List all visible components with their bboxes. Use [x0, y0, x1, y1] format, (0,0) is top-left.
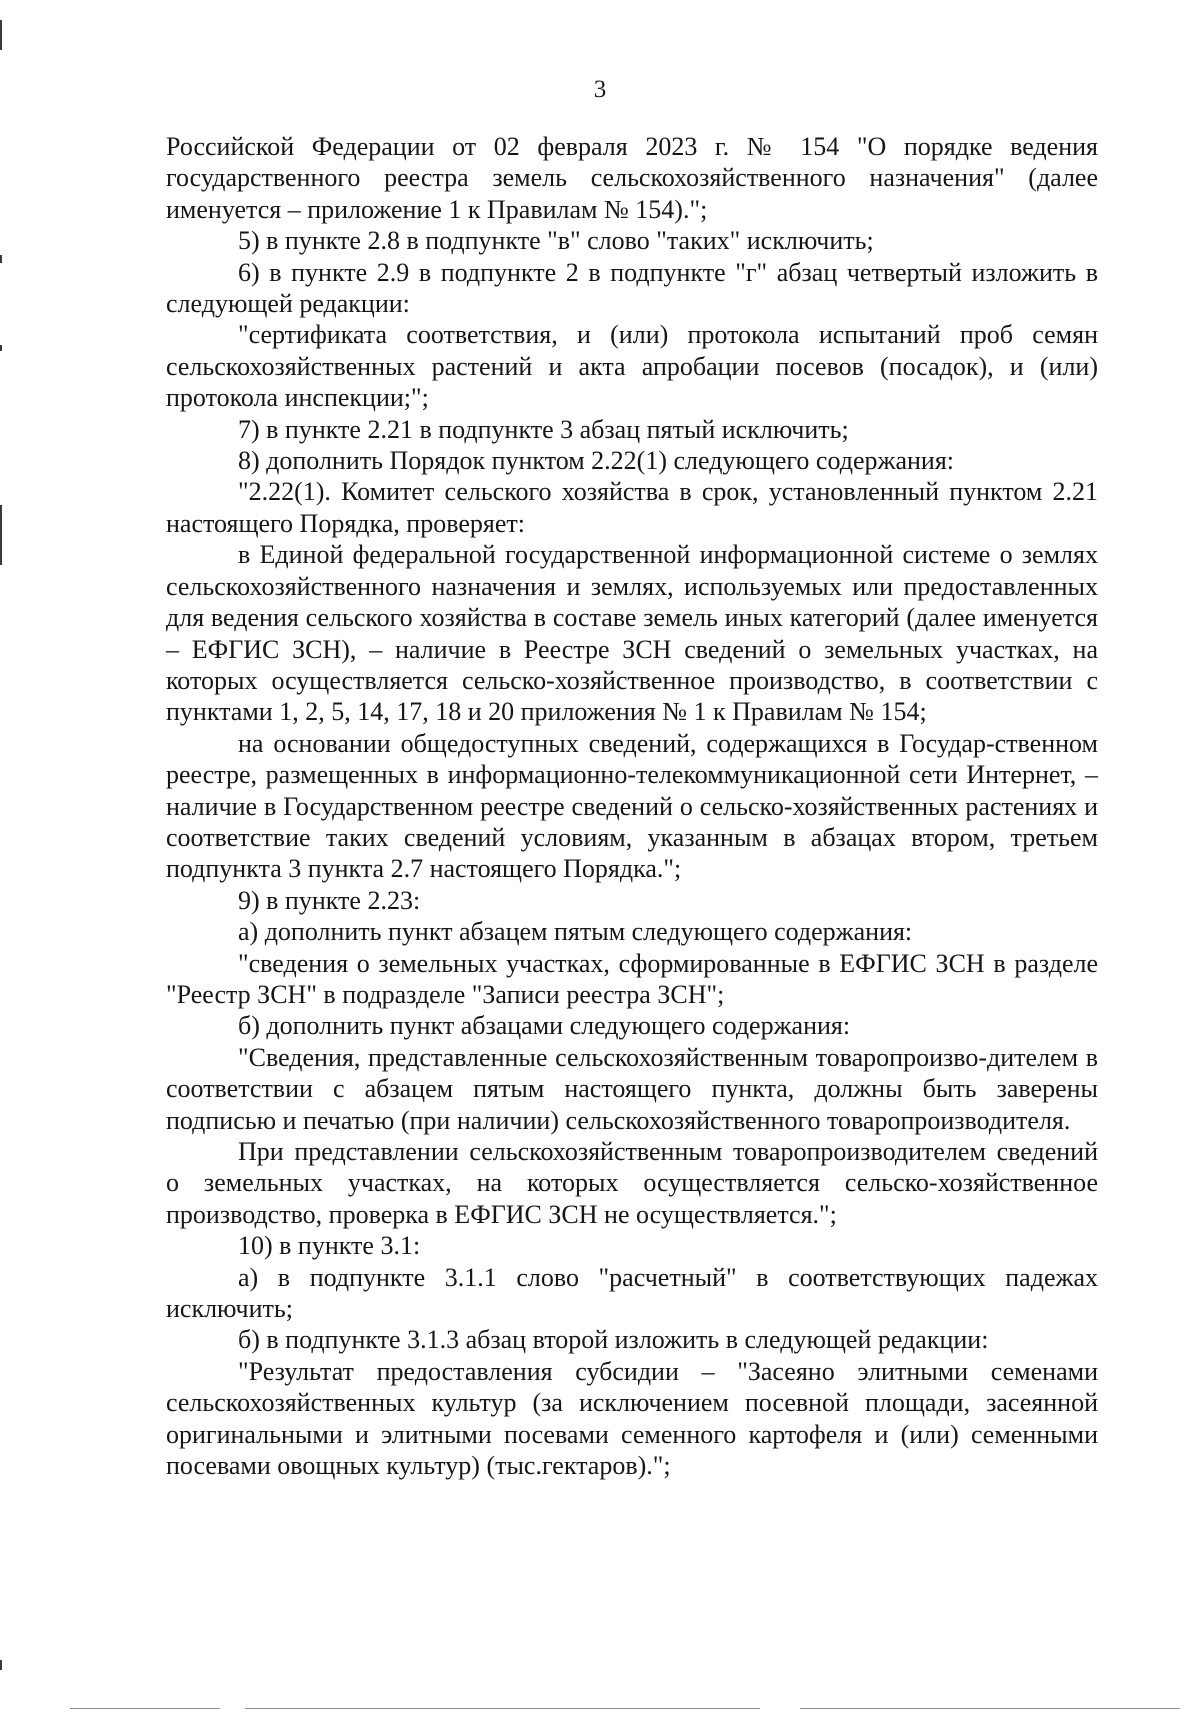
scan-edge-mark [0, 1660, 2, 1670]
paragraph: б) в подпункте 3.1.3 абзац второй изложить в следующей редакции: [238, 1325, 989, 1355]
scan-bottom-rule [800, 1708, 1180, 1709]
paragraph: а) в подпункте 3.1.1 слово "расчетный" в соответствующих падежах исключить; [166, 1262, 1098, 1324]
scan-bottom-rule [70, 1708, 220, 1709]
scan-edge-mark [0, 255, 2, 263]
paragraph: 10) в пункте 3.1: [238, 1231, 421, 1261]
paragraph: "сведения о земельных участках, сформированные в ЕФГИС ЗСН в разделе "Реестр ЗСН" в подразделе "Записи реестра ЗСН"; [166, 948, 1098, 1009]
scan-bottom-rule [245, 1708, 760, 1709]
paragraph: "Сведения, представленные сельскохозяйственным товаропроизво-дителем в соответствии с абзацем пятым настоящего пункта, должны быть заверены подписью и печатью (при наличии) сельскохозяйственного товаропроизводителя. [166, 1042, 1098, 1135]
paragraph: При представлении сельскохозяйственным товаропроизводителем сведений о земельных участках, на которых осуществляется сельско-хозяйственное производство, проверка в ЕФГИС ЗСН не осуществляется."; [166, 1137, 1098, 1229]
paragraph: 5) в пункте 2.8 в подпункте "в" слово "таких" исключить; [238, 226, 874, 256]
paragraph: "Результат предоставления субсидии – "Засеяно элитными семенами сельскохозяйственных культур (за исключением посевной площади, засеянной оригинальными и элитными посевами семенного картофеля и (или) семенными посевами овощных культур) (тыс.гектаров)."; [166, 1356, 1098, 1481]
paragraph: "2.22(1). Комитет сельского хозяйства в срок, установленный пунктом 2.21 настоящего Порядка, проверяет: [166, 477, 1098, 538]
page-number: 3 [593, 76, 607, 103]
paragraph: 6) в пункте 2.9 в подпункте 2 в подпункте "г" абзац четвертый изложить в следующей редакции: [166, 257, 1098, 319]
paragraph: б) дополнить пункт абзацами следующего содержания: [238, 1011, 851, 1041]
paragraph: в Единой федеральной государственной информационной системе о землях сельскохозяйственного назначения и землях, используемых или предоставленных для ведения сельского хозяйства в составе земель иных категорий (далее именуется – ЕФГИС ЗСН), – наличие в Реестре ЗСН сведений о земельных участках, на которых осуществляется сельско-хозяйственное производство, в соответствии с пунктами 1, 2, 5, 14, 17, 18 и 20 приложения № 1 к Правилам № 154; [166, 540, 1098, 727]
paragraph: 8) дополнить Порядок пунктом 2.22(1) следующего содержания: [238, 446, 955, 476]
paragraph: 9) в пункте 2.23: [238, 885, 421, 915]
scan-edge-mark [0, 505, 2, 565]
document-body [166, 131, 1098, 1481]
paragraph: на основании общедоступных сведений, содержащихся в Государ-ственном реестре, размещенных в информационно-телекоммуникационной сети Интернет, – наличие в Государственном реестре сведений о сельско-хозяйственных растениях и соответствие таких сведений условиям, указанным в абзацах втором, третьем подпункта 3 пункта 2.7 настоящего Порядка."; [166, 728, 1098, 884]
paragraph: 7) в пункте 2.21 в подпункте 3 абзац пятый исключить; [238, 414, 849, 444]
paragraph: "сертификата соответствия, и (или) протокола испытаний проб семян сельскохозяйственных растений и акта апробации посевов (посадок), и (или) протокола инспекции;"; [166, 320, 1098, 413]
scan-edge-mark [0, 20, 2, 50]
scan-edge-mark [0, 345, 2, 351]
paragraph: Российской Федерации от 02 февраля 2023 г. № 154 "О порядке ведения государственного реестра земель сельскохозяйственного назначения" (далее именуется – приложение 1 к Правилам № 154)."; [166, 132, 1098, 224]
paragraph: а) дополнить пункт абзацем пятым следующего содержания: [238, 917, 913, 947]
